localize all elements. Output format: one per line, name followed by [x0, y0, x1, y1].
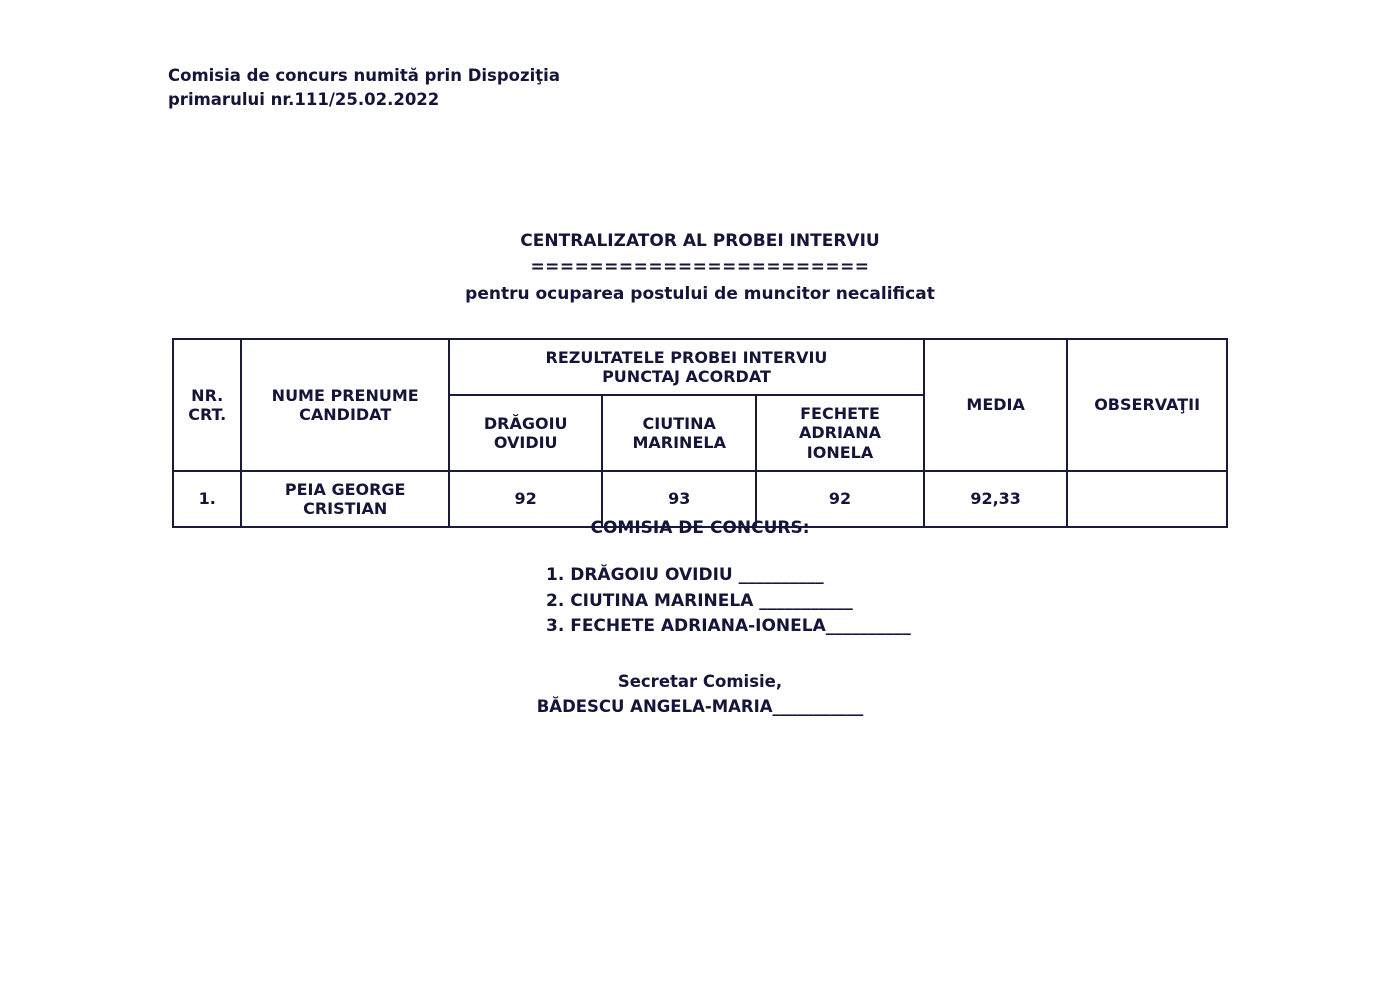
- header-line-2: primarului nr.111/25.02.2022: [168, 89, 440, 109]
- header-cell-media: MEDIA: [924, 339, 1067, 471]
- candidate-name-line1: PEIA GEORGE: [284, 479, 406, 499]
- commission-title: COMISIA DE CONCURS:: [590, 518, 810, 538]
- title-underline-rule: =======================: [530, 257, 870, 278]
- secretary-label: Secretar Comisie,: [617, 672, 783, 691]
- commission-members-list: [546, 563, 911, 640]
- header-line-1: Comisia de concurs numită prin Dispoziţia: [168, 66, 560, 85]
- candidate-name-line2: CRISTIAN: [303, 499, 388, 518]
- list-item: 3. FECHETE ADRIANA-IONELA__________: [546, 616, 911, 636]
- page-subtitle: pentru ocuparea postului de muncitor necalificat: [465, 283, 935, 304]
- document-header: [168, 64, 560, 112]
- cell-score-evaluator-2: 93: [602, 471, 756, 527]
- header-results-line2: PUNCTAJ ACORDAT: [602, 367, 771, 386]
- header-cell-evaluator-1: [449, 395, 603, 471]
- page-title: CENTRALIZATOR AL PROBEI INTERVIU: [520, 231, 880, 251]
- list-item: 1. DRĂGOIU OVIDIU __________: [546, 565, 824, 585]
- header-evaluator2-line2: MARINELA: [632, 433, 726, 452]
- header-evaluator2-line1: CIUTINA: [642, 413, 716, 433]
- header-cell-results: [449, 339, 924, 395]
- table-header-row-1: [173, 339, 1227, 395]
- header-nr-crt-line1: NR.: [191, 385, 224, 405]
- document-title-block: [0, 228, 1400, 307]
- secretary-name: BĂDESCU ANGELA-MARIA___________: [536, 696, 864, 716]
- header-evaluator1-line1: DRĂGOIU: [483, 413, 568, 433]
- header-cell-candidate: [241, 339, 448, 471]
- cell-score-evaluator-3: 92: [756, 471, 924, 527]
- cell-media: 92,33: [924, 471, 1067, 527]
- header-cell-evaluator-2: [602, 395, 756, 471]
- header-candidate-line2: CANDIDAT: [299, 405, 392, 424]
- header-results-line1: REZULTATELE PROBEI INTERVIU: [545, 347, 828, 367]
- header-nr-crt-line2: CRT.: [188, 405, 227, 424]
- results-table: [172, 338, 1228, 528]
- header-evaluator3-line1: FECHETE: [800, 404, 880, 424]
- header-evaluator3-line2: ADRIANA: [798, 423, 882, 443]
- list-item: 2. CIUTINA MARINELA ___________: [546, 590, 853, 611]
- header-evaluator1-line2: OVIDIU: [493, 433, 558, 452]
- header-cell-observations: OBSERVAŢII: [1067, 339, 1227, 471]
- secretary-block: [0, 670, 1400, 720]
- cell-score-evaluator-1: 92: [449, 471, 603, 527]
- header-evaluator3-line3: IONELA: [806, 442, 874, 462]
- header-cell-evaluator-3: [756, 395, 924, 471]
- cell-nr: 1.: [173, 471, 241, 527]
- header-candidate-line1: NUME PRENUME: [271, 385, 419, 405]
- header-cell-nr-crt: [173, 339, 241, 471]
